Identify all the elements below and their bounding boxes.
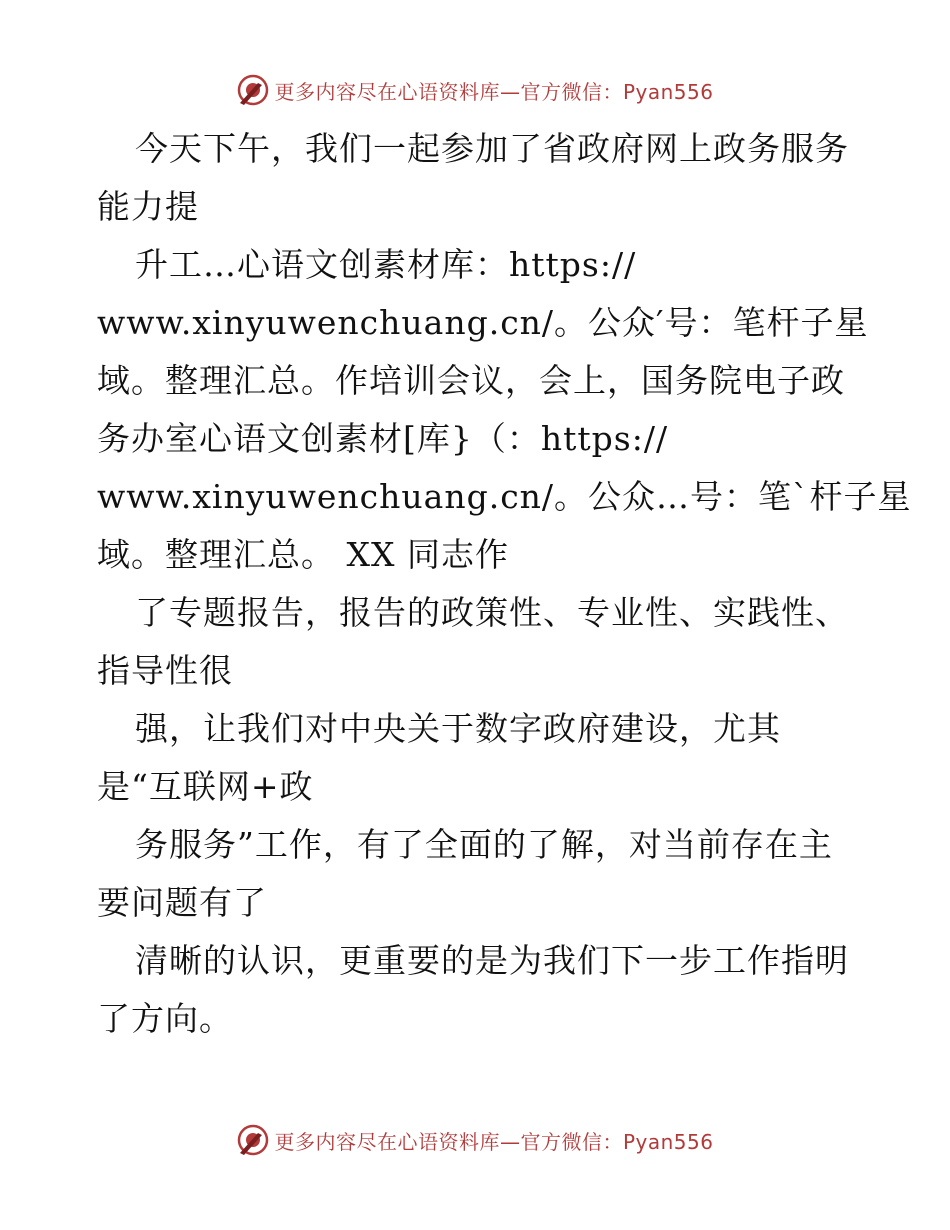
body-line: 清晰的认识，更重要的是为我们下一步工作指明 (135, 941, 849, 980)
document-body (97, 120, 912, 1048)
body-line: 务办室心语文创素材[库}（：https:// (97, 419, 669, 458)
body-line: 要问题有了 (97, 883, 267, 922)
body-line: 升工…心语文创素材库：https:// (135, 245, 637, 284)
body-line: 域。整理汇总。 XX 同志作 (97, 535, 509, 574)
body-line: 了方向。 (97, 999, 233, 1038)
body-line: 是“互联网+政 (97, 767, 314, 806)
body-line: 强，让我们对中央关于数字政府建设，尤其 (135, 709, 781, 748)
footer-banner-text: 更多内容尽在心语资料库—官方微信：Pyan556 (274, 1129, 714, 1154)
body-line: 了专题报告，报告的政策性、专业性、实践性、 (135, 593, 849, 632)
body-line: 域。整理汇总。作培训会议，会上，国务院电子政 (97, 361, 845, 400)
header-banner (0, 70, 950, 110)
body-line: www.xinyuwenchuang.cn/。公众′号：笔杆子星 (97, 303, 869, 342)
body-line: 今天下午，我们一起参加了省政府网上政务服务 (135, 129, 849, 168)
body-line: 能力提 (97, 187, 199, 226)
body-line: www.xinyuwenchuang.cn/。公众…号：笔`杆子星 (97, 477, 912, 516)
body-line: 指导性很 (97, 651, 233, 690)
header-banner-text: 更多内容尽在心语资料库—官方微信：Pyan556 (274, 79, 714, 104)
footer-banner (0, 1120, 950, 1160)
pen-logo-icon (236, 73, 270, 107)
body-line: 务服务”工作，有了全面的了解，对当前存在主 (135, 825, 833, 864)
pen-logo-icon (236, 1123, 270, 1157)
